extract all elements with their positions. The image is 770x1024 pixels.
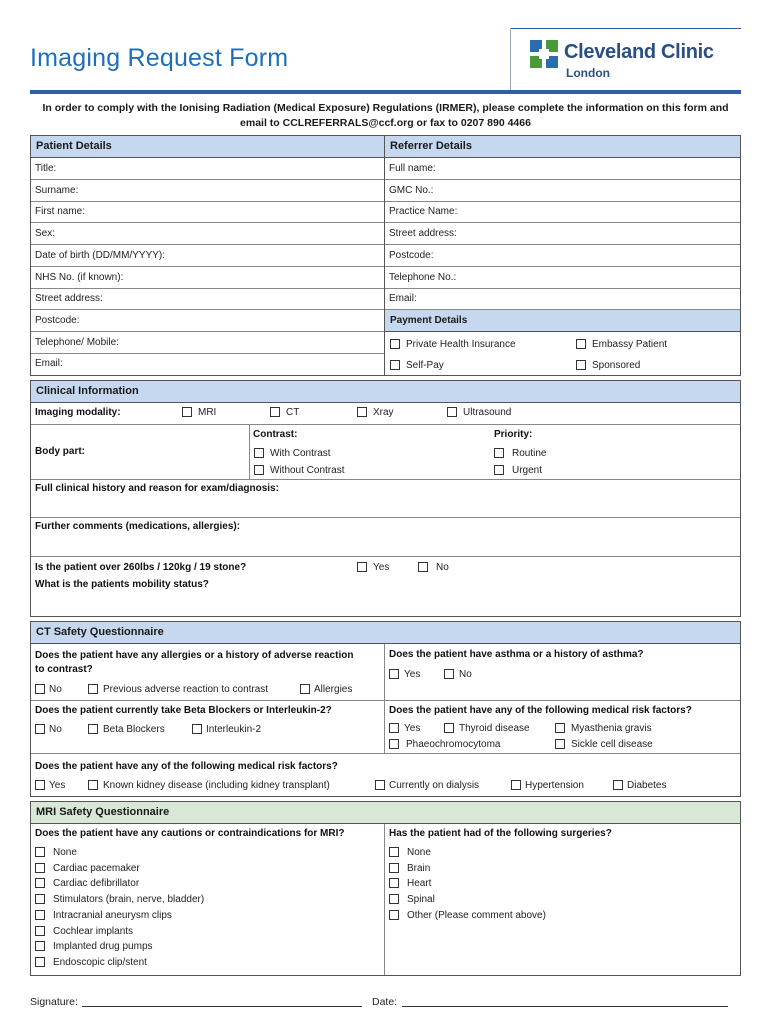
ct-asthma-yes-label: Yes [404,669,421,680]
mri-caution-label: None [53,847,77,858]
ct-beta-question: Does the patient currently take Beta Blockers or Interleukin-2? [35,705,332,716]
referrer-field-label: Street address: [389,228,457,240]
contrast-label: Contrast: [253,429,298,440]
mri-caution-label: Intracranial aneurysm clips [53,909,172,921]
weight-yes-checkbox[interactable] [357,562,367,572]
ct-sickle-checkbox[interactable] [555,739,565,749]
ct-sickle-label: Sickle cell disease [571,739,653,750]
ct-diabetes-checkbox[interactable] [613,780,623,790]
logo-divider [510,28,511,90]
ct-allergy-no-label: No [49,684,62,695]
priority-urgent-checkbox[interactable] [494,465,504,475]
ct-dialysis-checkbox[interactable] [375,780,385,790]
modality-ct-checkbox[interactable] [270,407,280,417]
ct-allergies-question: Does the patient have any allergies or a history of adverse reaction to contrast? [35,650,354,675]
further-comments-label: Further comments (medications, allergies): [35,521,241,532]
priority-label: Priority: [494,429,533,440]
mri-surgery-label: None [407,847,431,858]
brand-name: Cleveland Clinic [564,41,714,63]
ct-interleukin-checkbox[interactable] [192,724,202,734]
ct-thyroid-checkbox[interactable] [444,723,454,733]
ct-myasthenia-checkbox[interactable] [555,723,565,733]
payment-sponsored-checkbox[interactable] [576,360,586,370]
patient-field-label: NHS No. (if known): [35,271,124,283]
ct-interleukin-label: Interleukin-2 [206,724,262,735]
ct-phaeo-checkbox[interactable] [389,739,399,749]
payment-embassy-label: Embassy Patient [592,339,668,350]
ct-phaeo-label: Phaeochromocytoma [406,739,501,750]
mobility-question: What is the patients mobility status? [35,579,209,590]
payment-private-insurance-checkbox[interactable] [390,339,400,349]
mri-surgery-checkbox[interactable] [389,910,399,920]
ct-allergy-allergies-checkbox[interactable] [300,684,310,694]
header-rule [30,90,741,94]
signature-label: Signature: [30,996,78,1008]
imaging-modality-label: Imaging modality: [35,407,121,418]
mri-caution-label: Implanted drug pumps [53,941,153,953]
weight-yes-label: Yes [373,562,390,573]
weight-question: Is the patient over 260lbs / 120kg / 19 stone? [35,562,247,573]
header-top-rule [510,28,741,29]
payment-self-pay-checkbox[interactable] [390,360,400,370]
patient-field-label: Email: [35,358,63,370]
ct-asthma-question: Does the patient have asthma or a history of asthma? [389,649,644,660]
referrer-field-label: Telephone No.: [389,271,457,283]
weight-no-checkbox[interactable] [418,562,428,572]
mri-surgery-label: Spinal [407,894,435,906]
body-part-label: Body part: [35,446,85,457]
ct-kidney-label: Known kidney disease (including kidney transplant) [103,780,330,791]
mri-caution-checkbox[interactable] [35,910,45,920]
contrast-without-checkbox[interactable] [254,465,264,475]
mri-caution-label: Stimulators (brain, nerve, bladder) [53,894,205,906]
ct-diabetes-label: Diabetes [627,780,667,791]
intro-text: In order to comply with the Ionising Radiation (Medical Exposure) Regulations (IRMER), please complete the information on this form and email to CCLREFERRALS@ccf.org or fax to 0207 890 4466 [42,102,729,129]
mri-surgery-label: Heart [407,878,432,890]
ct-risk-question-right: Does the patient have any of the following medical risk factors? [389,705,692,716]
mri-caution-checkbox[interactable] [35,926,45,936]
referrer-field-label: Practice Name: [389,206,458,218]
mri-safety-heading: MRI Safety Questionnaire [31,802,740,824]
ct-thyroid-label: Thyroid disease [459,723,530,734]
mri-caution-checkbox[interactable] [35,941,45,951]
modality-xray-checkbox[interactable] [357,407,367,417]
clinical-information-heading: Clinical Information [31,381,740,403]
priority-routine-checkbox[interactable] [494,448,504,458]
referrer-details-heading: Referrer Details [385,136,740,158]
mri-caution-checkbox[interactable] [35,863,45,873]
page-title: Imaging Request Form [30,44,289,72]
mri-surgery-label: Brain [407,862,431,874]
patient-field-label: Telephone/ Mobile: [35,336,119,348]
modality-mri-label: MRI [198,407,217,418]
ct-beta-blockers-label: Beta Blockers [103,724,165,735]
modality-mri-checkbox[interactable] [182,407,192,417]
ct-asthma-yes-checkbox[interactable] [389,669,399,679]
ct-myasthenia-label: Myasthenia gravis [571,723,652,734]
referrer-field-label: Postcode: [389,249,434,261]
patient-field-label: First name: [35,206,86,218]
payment-embassy-checkbox[interactable] [576,339,586,349]
ct-allergy-previous-label: Previous adverse reaction to contrast [103,684,269,695]
ct-beta-blockers-checkbox[interactable] [88,724,98,734]
ct-allergy-previous-checkbox[interactable] [88,684,98,694]
ct-risk-full-yes-checkbox[interactable] [35,780,45,790]
referrer-field-label: Full name: [389,163,436,174]
priority-routine-label: Routine [512,448,547,459]
priority-urgent-label: Urgent [512,465,543,476]
mri-caution-checkbox[interactable] [35,878,45,888]
signature-line[interactable] [82,1006,362,1007]
modality-ultrasound-checkbox[interactable] [447,407,457,417]
mri-caution-checkbox[interactable] [35,957,45,967]
payment-self-pay-label: Self-Pay [406,360,444,371]
ct-beta-no-label: No [49,724,62,735]
ct-allergy-no-checkbox[interactable] [35,684,45,694]
ct-kidney-checkbox[interactable] [88,780,98,790]
weight-no-label: No [436,562,449,573]
patient-field-label: Title: [35,163,57,174]
ct-safety-heading: CT Safety Questionnaire [31,622,740,644]
ct-asthma-no-label: No [459,669,472,680]
ct-allergy-allergies-label: Allergies [314,684,353,695]
patient-field-label: Street address: [35,293,103,305]
mri-caution-label: Cardiac defibrillator [53,878,140,890]
referrer-field-label: GMC No.: [389,184,434,196]
ct-dialysis-label: Currently on dialysis [389,780,480,791]
contrast-without-label: Without Contrast [270,465,345,476]
date-label: Date: [372,996,398,1008]
mri-caution-checkbox[interactable] [35,894,45,904]
contrast-with-checkbox[interactable] [254,448,264,458]
ct-risk-full-yes-label: Yes [49,780,66,791]
patient-field-label: Sex: [35,228,56,240]
mri-caution-label: Endoscopic clip/stent [53,956,147,968]
mri-cautions-question: Does the patient have any cautions or contraindications for MRI? [35,828,345,839]
modality-ct-label: CT [286,407,300,418]
ct-hypertension-checkbox[interactable] [511,780,521,790]
referrer-field-label: Email: [389,293,417,305]
payment-private-insurance-label: Private Health Insurance [406,339,516,350]
mri-surgery-checkbox[interactable] [389,878,399,888]
patient-field-label: Surname: [35,184,79,196]
mri-surgeries-question: Has the patient had of the following surgeries? [389,828,612,839]
ct-hypertension-label: Hypertension [525,780,584,791]
brand-sub: London [566,66,610,80]
mri-surgery-checkbox[interactable] [389,863,399,873]
patient-details-heading: Patient Details [31,136,385,158]
ct-asthma-no-checkbox[interactable] [444,669,454,679]
payment-sponsored-label: Sponsored [592,360,641,371]
ct-beta-no-checkbox[interactable] [35,724,45,734]
mri-caution-checkbox[interactable] [35,847,45,857]
modality-ultrasound-label: Ultrasound [463,407,512,418]
patient-field-label: Postcode: [35,314,80,326]
ct-risk-question-full: Does the patient have any of the following medical risk factors? [35,761,338,772]
contrast-with-label: With Contrast [270,448,331,459]
mri-surgery-label: Other (Please comment above) [407,909,546,921]
cleveland-clinic-logo-icon [530,40,558,68]
mri-surgery-checkbox[interactable] [389,894,399,904]
mri-caution-label: Cardiac pacemaker [53,862,140,874]
clinical-history-label: Full clinical history and reason for exam/diagnosis: [35,483,279,494]
modality-xray-label: Xray [373,407,394,418]
details-divider [384,136,385,375]
mri-caution-label: Cochlear implants [53,925,134,937]
date-line[interactable] [402,1006,728,1007]
patient-field-label: Date of birth (DD/MM/YYYY): [35,249,166,261]
payment-details-heading: Payment Details [385,310,740,332]
ct-risk-yes-checkbox[interactable] [389,723,399,733]
mri-surgery-checkbox[interactable] [389,847,399,857]
ct-risk-yes-label: Yes [404,723,421,734]
